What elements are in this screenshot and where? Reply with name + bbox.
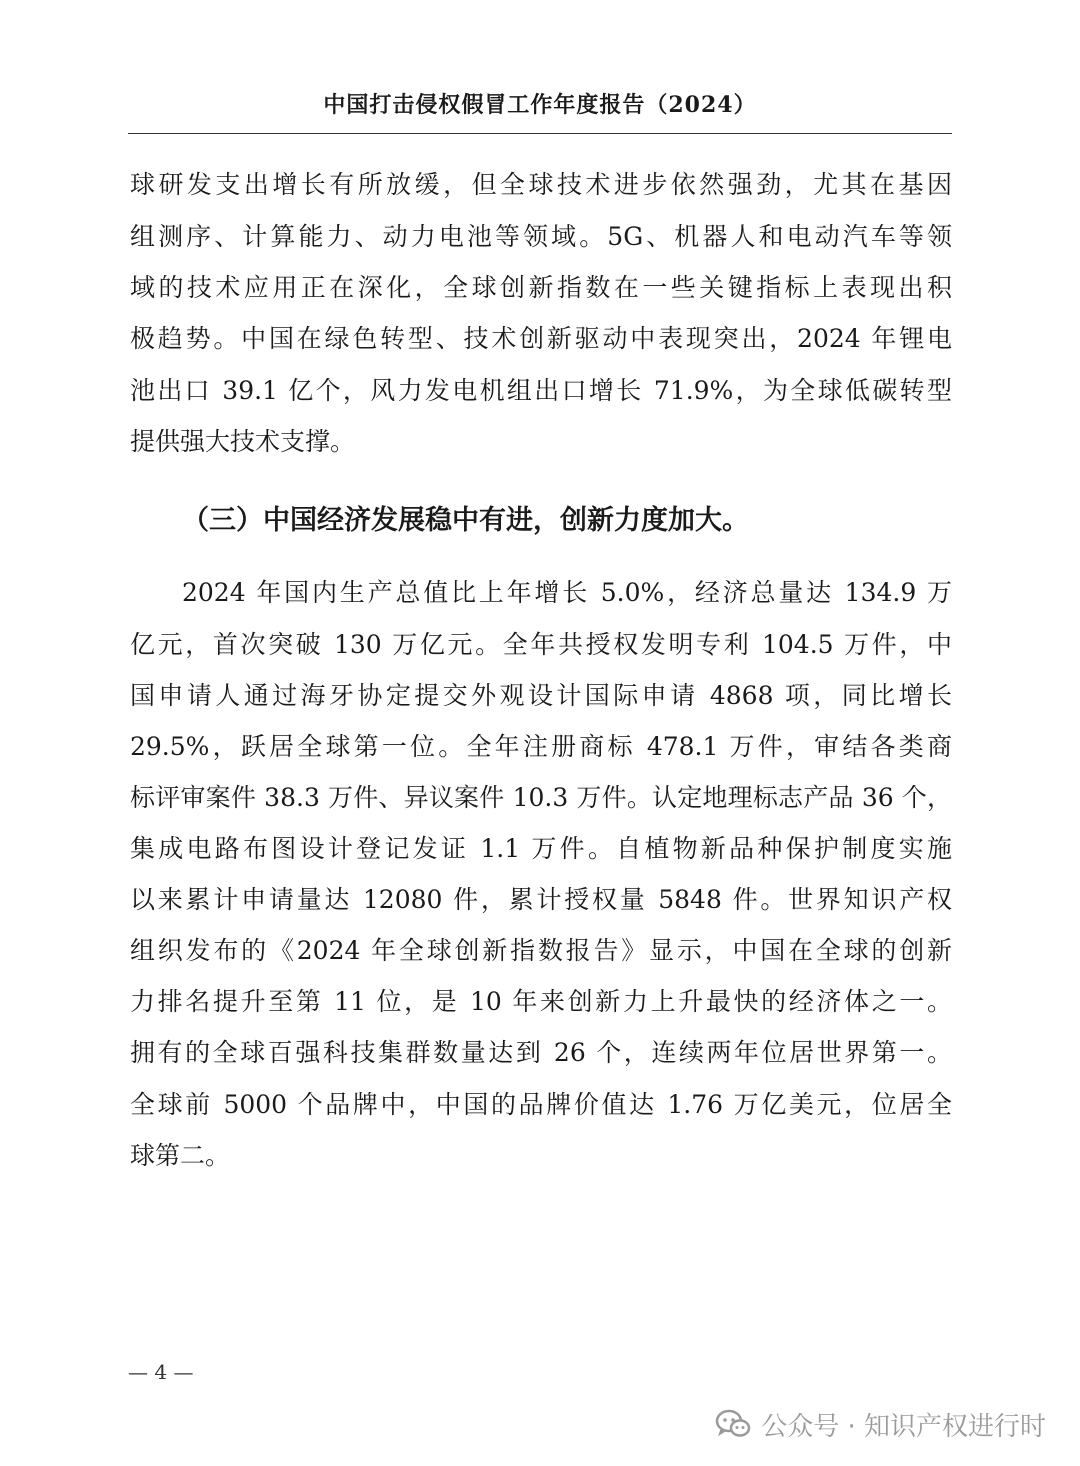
paragraph-2-line: 2024 年国内生产总值比上年增长 5.0%，经济总量达 134.9 万 [182,578,952,607]
paragraph-1-line: 球研发支出增长有所放缓，但全球技术进步依然强劲，尤其在基因 [130,170,952,199]
wechat-icon [715,1409,751,1439]
paragraph-2-line: 全球前 5000 个品牌中，中国的品牌价值达 1.76 万亿美元，位居全 [130,1090,952,1119]
header-divider [128,133,952,134]
paragraph-2-line: 29.5%，跃居全球第一位。全年注册商标 478.1 万件，审结各类商 [130,732,952,761]
paragraph-2-line: 亿元，首次突破 130 万亿元。全年共授权发明专利 104.5 万件，中 [130,630,952,659]
paragraph-1-line: 极趋势。中国在绿色转型、技术创新驱动中表现突出，2024 年锂电 [130,324,952,353]
page-number: — 4 — [128,1360,194,1384]
paragraph-2-line: 组织发布的《2024 年全球创新指数报告》显示，中国在全球的创新 [130,936,952,965]
section-heading: （三）中国经济发展稳中有进，创新力度加大。 [182,505,749,536]
watermark-text: 公众号 · 知识产权进行时 [761,1411,1046,1442]
paragraph-1-line: 组测序、计算能力、动力电池等领域。5G、机器人和电动汽车等领 [130,222,952,251]
paragraph-1-line: 池出口 39.1 亿个，风力发电机组出口增长 71.9%，为全球低碳转型 [130,376,952,405]
paragraph-1-line: 提供强大技术支撑。 [130,427,356,456]
paragraph-2-line: 国申请人通过海牙协定提交外观设计国际申请 4868 项，同比增长 [130,681,952,710]
paragraph-2-line: 以来累计申请量达 12080 件，累计授权量 5848 件。世界知识产权 [130,885,952,914]
paragraph-2-line: 拥有的全球百强科技集群数量达到 26 个，连续两年位居世界第一。 [130,1038,952,1067]
paragraph-2-line: 集成电路布图设计登记发证 1.1 万件。自植物新品种保护制度实施 [130,834,952,863]
paragraph-1-line: 域的技术应用正在深化，全球创新指数在一些关键指标上表现出积 [130,273,952,302]
running-header-title: 中国打击侵权假冒工作年度报告（2024） [323,92,757,118]
paragraph-2-line: 球第二。 [130,1141,231,1170]
paragraph-2-line: 力排名提升至第 11 位，是 10 年来创新力上升最快的经济体之一。 [130,987,952,1016]
wechat-watermark [715,1404,1046,1444]
paragraph-2-line: 标评审案件 38.3 万件、异议案件 10.3 万件。认定地理标志产品 36 个， [130,783,952,812]
